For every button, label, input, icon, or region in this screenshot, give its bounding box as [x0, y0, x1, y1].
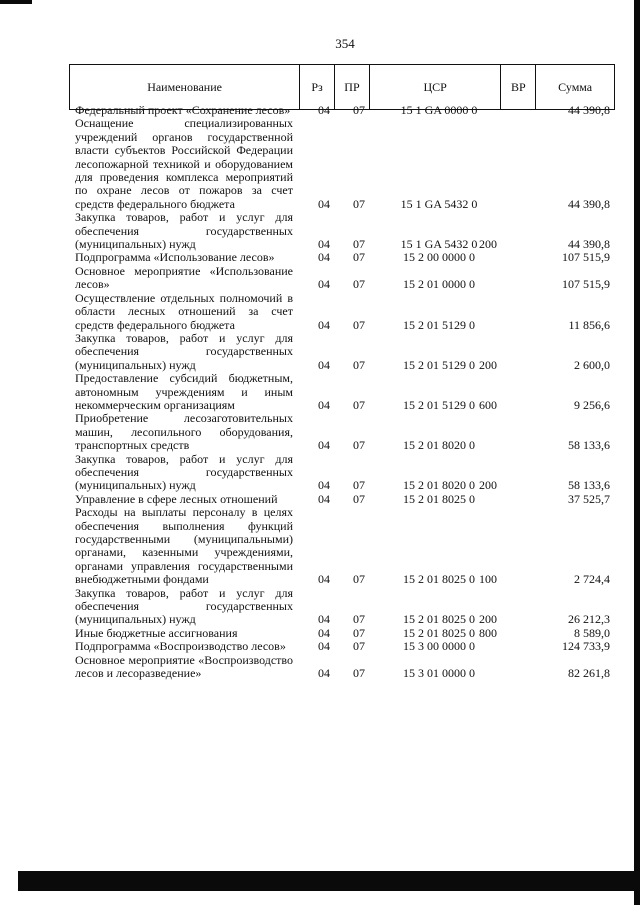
table-row — [75, 412, 610, 452]
row-vr: 600 — [479, 397, 497, 412]
row-csr: 15 3 01 0000 0 — [403, 666, 475, 681]
table-row — [75, 332, 610, 372]
table-body — [75, 104, 610, 680]
row-csr: 15 3 00 0000 0 — [403, 639, 475, 654]
row-rz: 04 — [318, 572, 330, 587]
header-sum: Сумма — [558, 79, 593, 94]
row-rz: 04 — [318, 196, 330, 211]
header-csr: ЦСР — [370, 65, 502, 109]
row-pr: 07 — [353, 612, 365, 627]
row-csr: 15 2 01 5129 0 — [403, 397, 475, 412]
row-sum: 107 515,9 — [562, 277, 610, 292]
row-csr: 15 2 01 8025 0 — [403, 612, 475, 627]
row-vr: 200 — [479, 357, 497, 372]
table-row — [75, 640, 610, 653]
row-name: Закупка товаров, работ и услуг для обеспечения государственных (муниципальных) нужд — [75, 585, 293, 627]
row-sum: 2 724,4 — [574, 572, 610, 587]
table-row — [75, 117, 610, 211]
row-pr: 07 — [353, 639, 365, 654]
row-rz: 04 — [318, 250, 330, 265]
row-pr: 07 — [353, 666, 365, 681]
row-rz: 04 — [318, 397, 330, 412]
table-row — [75, 587, 610, 627]
row-rz: 04 — [318, 639, 330, 654]
table-row — [75, 265, 610, 292]
table-row — [75, 211, 610, 251]
table-row — [75, 654, 610, 681]
row-rz: 04 — [318, 612, 330, 627]
row-sum: 124 733,9 — [562, 639, 610, 654]
header-rz: Рз — [300, 65, 335, 109]
row-sum: 58 133,6 — [568, 438, 610, 453]
row-sum: 8 589,0 — [574, 625, 610, 640]
row-pr: 07 — [353, 277, 365, 292]
row-rz: 04 — [318, 666, 330, 681]
row-csr: 15 2 01 8025 0 — [403, 572, 475, 587]
table-row — [75, 372, 610, 412]
row-name: Закупка товаров, работ и услуг для обеспечения государственных (муниципальных) нужд — [75, 330, 293, 372]
row-name: Оснащение специализированных учреждений органов государственной власти субъектов Российской Федерации лесопожарной техникой и оборудованием для проведения комплекса мероприятий по охране лесов от пожаров за счет средств федерального бюджета — [75, 116, 293, 211]
row-rz: 04 — [318, 491, 330, 506]
row-pr: 07 — [353, 103, 365, 117]
row-name: Иные бюджетные ассигнования — [75, 625, 238, 640]
row-name: Подпрограмма «Воспроизводство лесов» — [75, 639, 286, 654]
table-row — [75, 453, 610, 493]
row-pr: 07 — [353, 625, 365, 640]
row-pr: 07 — [353, 317, 365, 332]
row-sum: 11 856,6 — [568, 317, 610, 332]
row-rz: 04 — [318, 438, 330, 453]
row-vr: 200 — [479, 237, 497, 252]
row-sum: 44 390,8 — [568, 237, 610, 252]
row-sum: 26 212,3 — [568, 612, 610, 627]
row-csr: 15 1 GA 0000 0 — [400, 103, 478, 117]
row-sum: 44 390,8 — [568, 196, 610, 211]
row-rz: 04 — [318, 317, 330, 332]
row-vr: 100 — [479, 572, 497, 587]
row-sum: 44 390,8 — [568, 103, 610, 117]
row-name: Расходы на выплаты персоналу в целях обеспечения выполнения функций государственными (муниципальными) органами, казенными учреждениями, органами управления государственными внебюджетными фондами — [75, 505, 293, 587]
table-row — [75, 292, 610, 332]
row-name: Приобретение лесозаготовительных машин, лесопильного оборудования, транспортных средств — [75, 411, 293, 453]
table-row — [75, 493, 610, 506]
table-row — [75, 506, 610, 586]
scan-edge-top — [0, 0, 32, 4]
row-pr: 07 — [353, 357, 365, 372]
row-vr: 800 — [479, 625, 497, 640]
row-rz: 04 — [318, 357, 330, 372]
table-row — [75, 251, 610, 264]
row-pr: 07 — [353, 196, 365, 211]
row-csr: 15 2 01 0000 0 — [403, 277, 475, 292]
row-pr: 07 — [353, 250, 365, 265]
row-csr: 15 1 GA 5432 0 — [400, 237, 478, 252]
header-vr: ВР — [501, 65, 536, 109]
header-name: Наименование — [70, 65, 300, 109]
table-row — [75, 104, 610, 117]
row-pr: 07 — [353, 572, 365, 587]
header-pr: ПР — [335, 65, 370, 109]
row-pr: 07 — [353, 237, 365, 252]
row-sum: 82 261,8 — [568, 666, 610, 681]
row-csr: 15 2 01 8025 0 — [403, 625, 475, 640]
row-pr: 07 — [353, 491, 365, 506]
row-name: Предоставление субсидий бюджетным, автономным учреждениям и иным некоммерческим организациям — [75, 371, 293, 412]
row-csr: 15 2 01 8020 0 — [403, 478, 475, 493]
row-name: Основное мероприятие «Использование лесов» — [75, 263, 293, 292]
row-sum: 58 133,6 — [568, 478, 610, 493]
row-sum: 37 525,7 — [568, 491, 610, 506]
row-name: Подпрограмма «Использование лесов» — [75, 250, 275, 265]
row-csr: 15 2 01 8020 0 — [403, 438, 475, 453]
row-csr: 15 2 01 5129 0 — [403, 317, 475, 332]
scan-edge-bottom — [18, 871, 640, 891]
table-row — [75, 627, 610, 640]
row-vr: 200 — [479, 612, 497, 627]
row-name: Осуществление отдельных полномочий в области лесных отношений за счет средств федерального бюджета — [75, 290, 293, 332]
page-number: 354 — [335, 36, 355, 51]
row-vr: 200 — [479, 478, 497, 493]
scan-edge-right — [634, 0, 640, 905]
row-rz: 04 — [318, 237, 330, 252]
row-sum: 9 256,6 — [574, 397, 610, 412]
row-pr: 07 — [353, 478, 365, 493]
row-name: Федеральный проект «Сохранение лесов» — [75, 103, 291, 117]
row-rz: 04 — [318, 103, 330, 117]
row-name: Основное мероприятие «Воспроизводство лесов и лесоразведение» — [75, 652, 293, 681]
row-csr: 15 2 01 8025 0 — [403, 491, 475, 506]
row-pr: 07 — [353, 397, 365, 412]
row-name: Управление в сфере лесных отношений — [75, 491, 278, 506]
row-sum: 2 600,0 — [574, 357, 610, 372]
row-rz: 04 — [318, 625, 330, 640]
row-rz: 04 — [318, 277, 330, 292]
row-rz: 04 — [318, 478, 330, 493]
row-csr: 15 2 00 0000 0 — [403, 250, 475, 265]
row-sum: 107 515,9 — [562, 250, 610, 265]
row-csr: 15 2 01 5129 0 — [403, 357, 475, 372]
row-name: Закупка товаров, работ и услуг для обеспечения государственных (муниципальных) нужд — [75, 451, 293, 493]
row-csr: 15 1 GA 5432 0 — [400, 196, 478, 211]
row-name: Закупка товаров, работ и услуг для обеспечения государственных (муниципальных) нужд — [75, 210, 293, 252]
row-pr: 07 — [353, 438, 365, 453]
